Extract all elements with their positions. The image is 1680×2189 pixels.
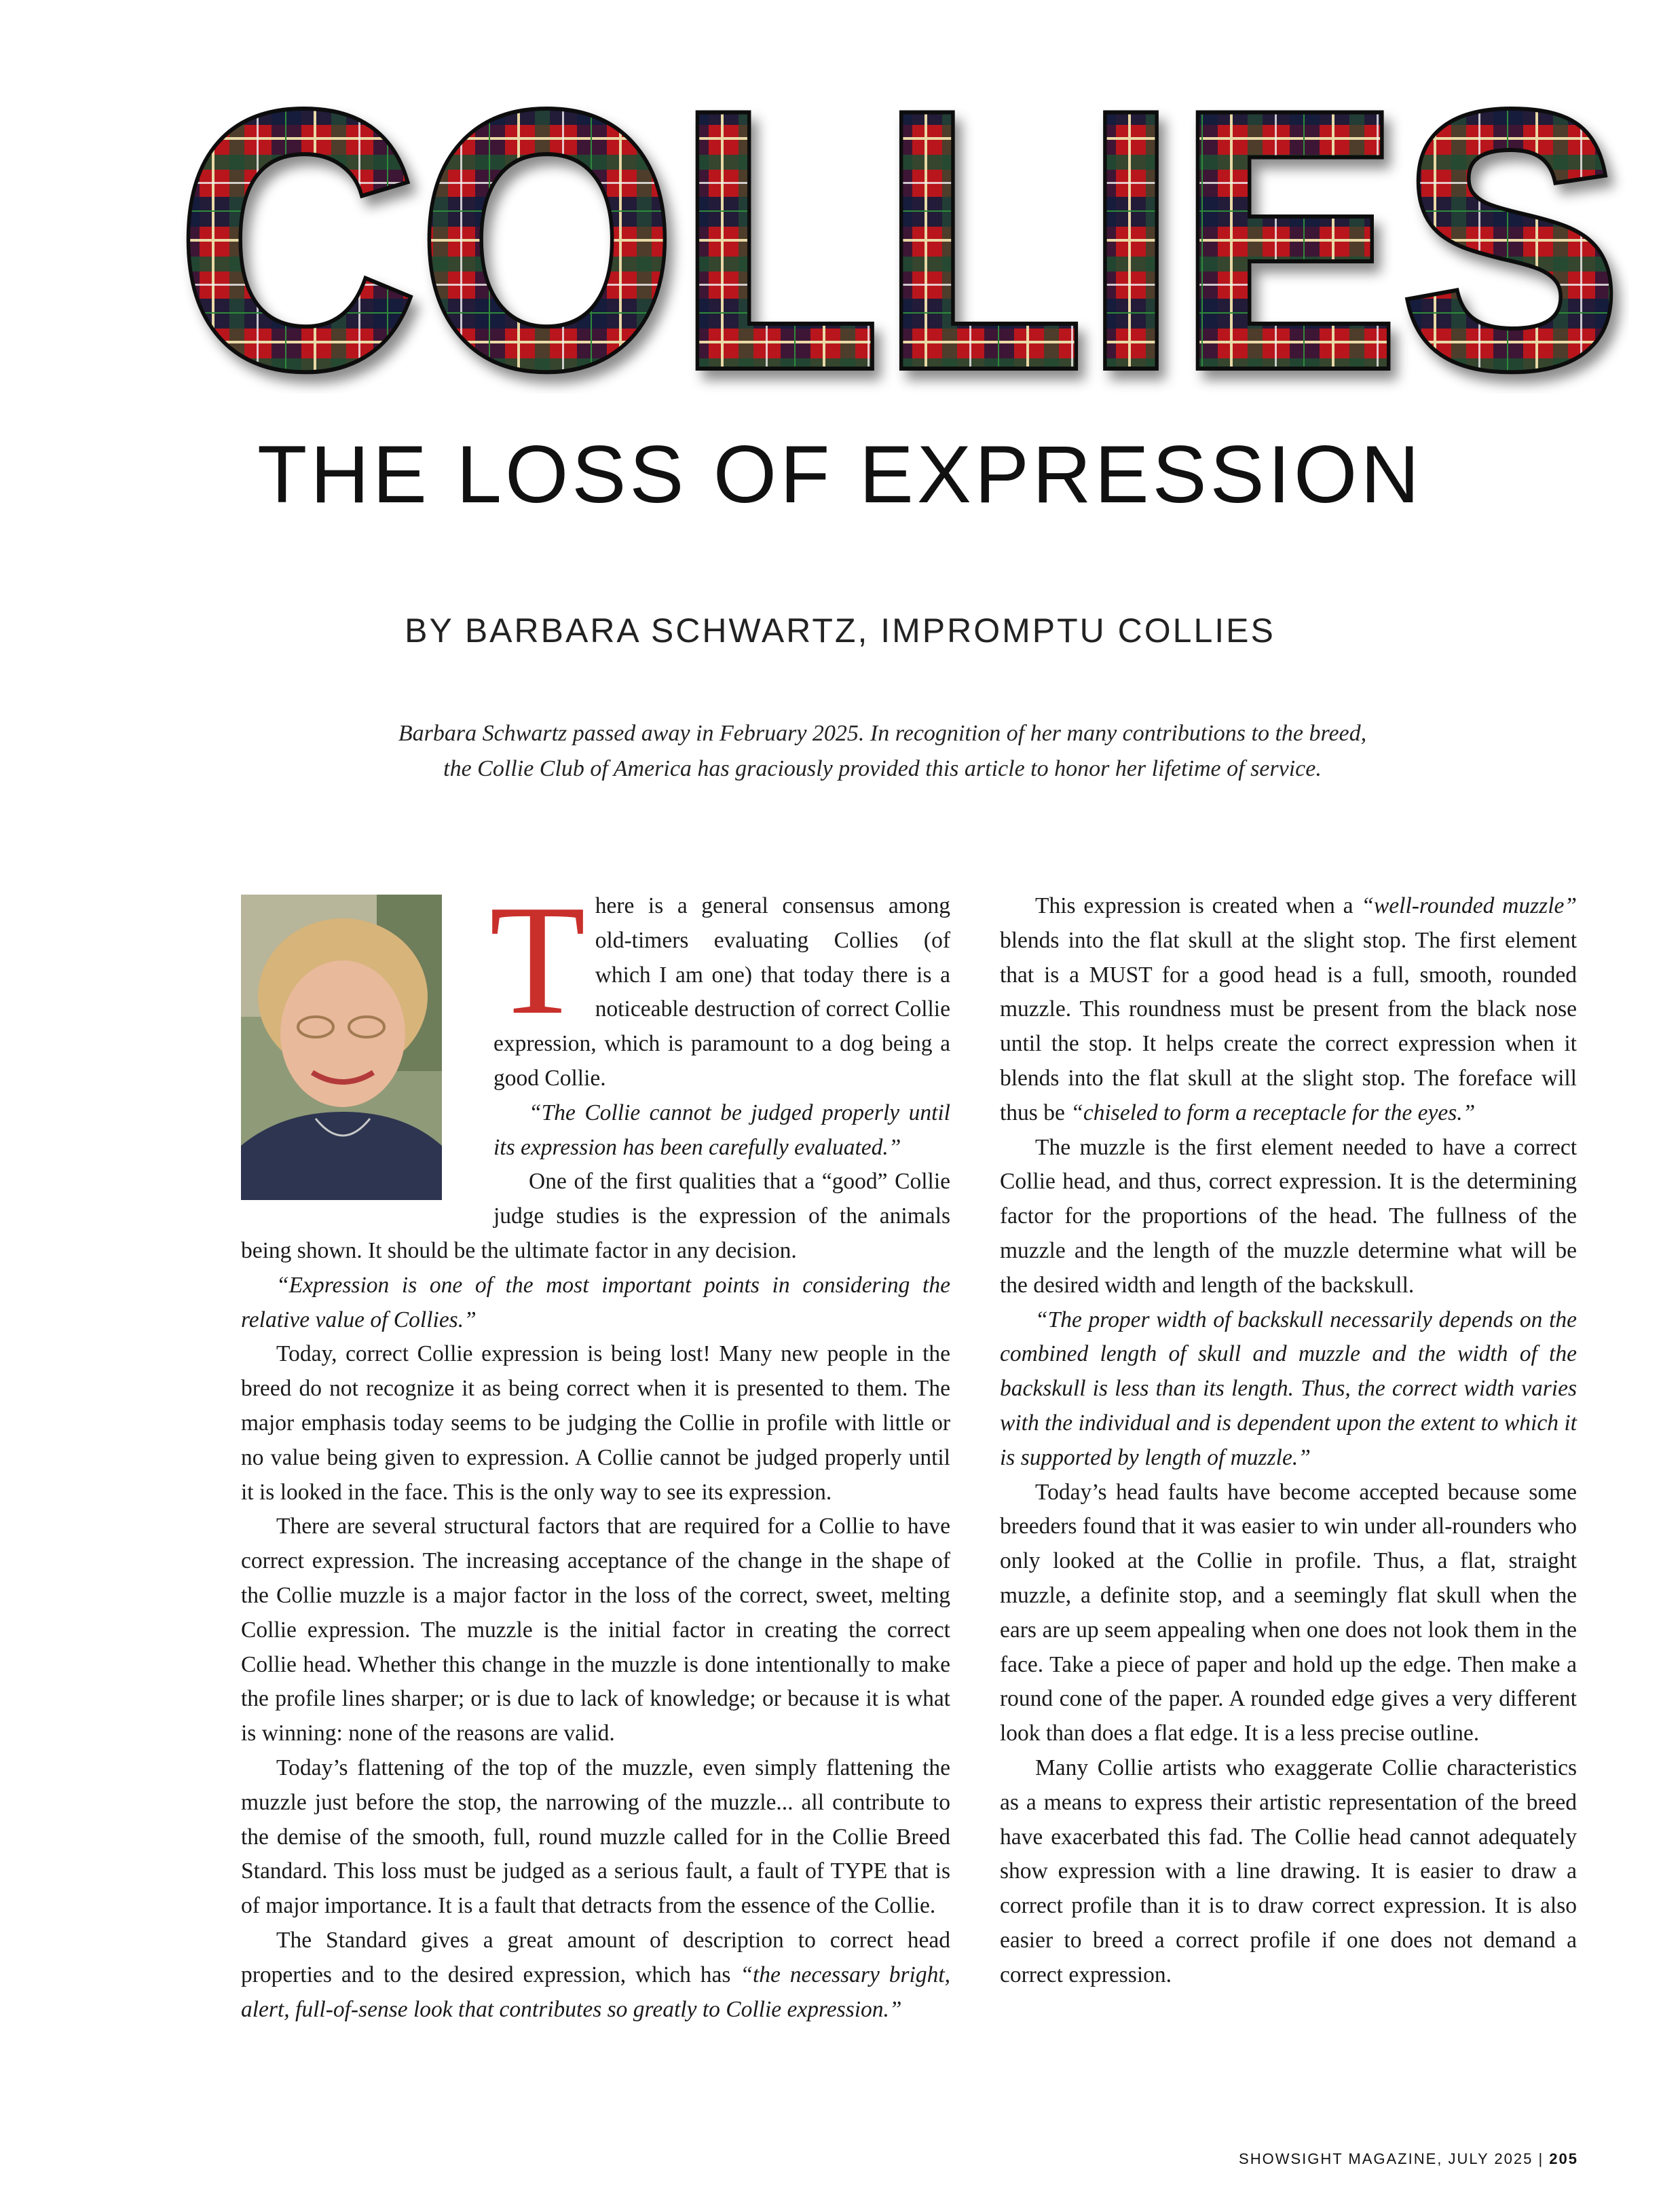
quote: “The Collie cannot be judged properly until its expression has been carefully evaluated.” (493, 1100, 950, 1160)
tribute-note (312, 716, 1453, 787)
article-column-left (241, 873, 951, 2027)
text-run: The Standard gives a great amount of description to correct head properties and to the desired expression, which has (241, 1927, 950, 1987)
text-run: blends into the flat skull at the slight stop. The first element that is a MUST for a good head is a full, smooth, rounded muzzle. This roundness must be present from the black nose until the stop. It helps create the correct expression when it blends into the flat skull at the slight stop. The foreface will thus be (1000, 927, 1577, 1125)
tribute-line: the Collie Club of America has graciously provided this article to honor her lifetime of service. (443, 756, 1322, 781)
quote: “the necessary bright, alert, full-of-sense look that contributes so greatly to Collie expression.” (241, 1962, 951, 2022)
paragraph: Many Collie artists who exaggerate Collie characteristics as a means to express their artistic representation of the breed have exacerbated this fad. The Collie head cannot adequately show expression with a line drawing. It is easier to draw a correct profile than it is to draw correct expression. It is also easier to breed a correct profile if one does not demand a correct expression. (1000, 1755, 1577, 1987)
tribute-line: Barbara Schwartz passed away in February 2025. In recognition of her many contributions to the breed, (398, 721, 1367, 746)
author-portrait-image (241, 895, 442, 1200)
paragraph: here is a general consensus among old-timers evaluating Collies (of which I am one) that today there is a noticeable destruction of correct Collie expression, which is paramount to a dog being a good Collie. (493, 893, 950, 1091)
paragraph: One of the first qualities that a “good” Collie judge studies is the expression of the animals being shown. It should be the ultimate factor in any decision. (241, 1169, 950, 1263)
page-footer (1239, 2150, 1578, 2168)
drop-cap: T (489, 873, 586, 1047)
svg-text:COLLIES: COLLIES (176, 95, 1622, 394)
quote: “The proper width of backskull necessarily depends on the combined length of skull and muzzle and the width of the backskull is less than its length. Thus, the correct width varies with the individual and is dependent upon the extent to which it is supported by length of muzzle.” (1000, 1307, 1577, 1470)
paragraph: The muzzle is the first element needed to have a correct Collie head, and thus, correct expression. It is the determining factor for the proportions of the head. The fullness of the muzzle and the length of the muzzle determine what will be the desired width and length of the backskull. (1000, 1134, 1577, 1298)
paragraph: Today’s flattening of the top of the muzzle, even simply flattening the muzzle just before the stop, the narrowing of the muzzle... all contribute to the demise of the smooth, full, round muzzle called for in the Collie Breed Standard. This loss must be judged as a serious fault, a fault of TYPE that is of major importance. It is a fault that detracts from the essence of the Collie. (241, 1755, 950, 1919)
author-photo (241, 895, 442, 1200)
page-number: 205 (1549, 2150, 1578, 2167)
paragraph: There are several structural factors that are required for a Collie to have correct expression. The increasing acceptance of the change in the shape of the Collie muzzle is a major factor in the loss of the correct, sweet, melting Collie expression. The muzzle is the initial factor in creating the correct Collie head. Whether this change in the muzzle is done intentionally to make the profile lines sharper; or is due to lack of knowledge; or because it is what is winning: none of the reasons are valid. (241, 1514, 950, 1746)
paragraph: Today’s head faults have become accepted because some breeders found that it was easier to win under all-rounders who only looked at the Collie in profile. Thus, a flat, straight muzzle, a definite stop, and a seemingly flat skull when the ears are up seem appealing when one does not look them in the face. Take a piece of paper and hold up the edge. Then make a round cone of the paper. A rounded edge gives a very different look than does a flat edge. It is a less precise outline. (1000, 1479, 1577, 1746)
title-banner (170, 95, 1629, 394)
quote-paragraph (1000, 1303, 1577, 1476)
quote-paragraph (241, 1269, 950, 1338)
article-subtitle: THE LOSS OF EXPRESSION (257, 429, 1423, 520)
quote: “chiseled to form a receptacle for the eyes.” (1070, 1100, 1476, 1125)
byline: BY BARBARA SCHWARTZ, IMPROMPTU COLLIES (405, 612, 1275, 650)
text-run: This expression is created when a (1035, 893, 1362, 918)
quote: “well-rounded muzzle” (1361, 893, 1577, 918)
quote: “Expression is one of the most important points in considering the relative value of Collies.” (241, 1272, 950, 1332)
paragraph (241, 1924, 950, 2027)
paragraph (1000, 889, 1577, 1131)
paragraph: Today, correct Collie expression is being lost! Many new people in the breed do not recognize it as being correct when it is presented to them. The major emphasis today seems to be judging the Collie in profile with little or no value being given to expression. A Collie cannot be judged properly until it is looked in the face. This is the only way to see its expression. (241, 1341, 950, 1505)
article-column-right (1000, 889, 1577, 1993)
title-plaid-text (170, 95, 1629, 394)
footer-text: SHOWSIGHT MAGAZINE, JULY 2025 | (1239, 2150, 1550, 2167)
